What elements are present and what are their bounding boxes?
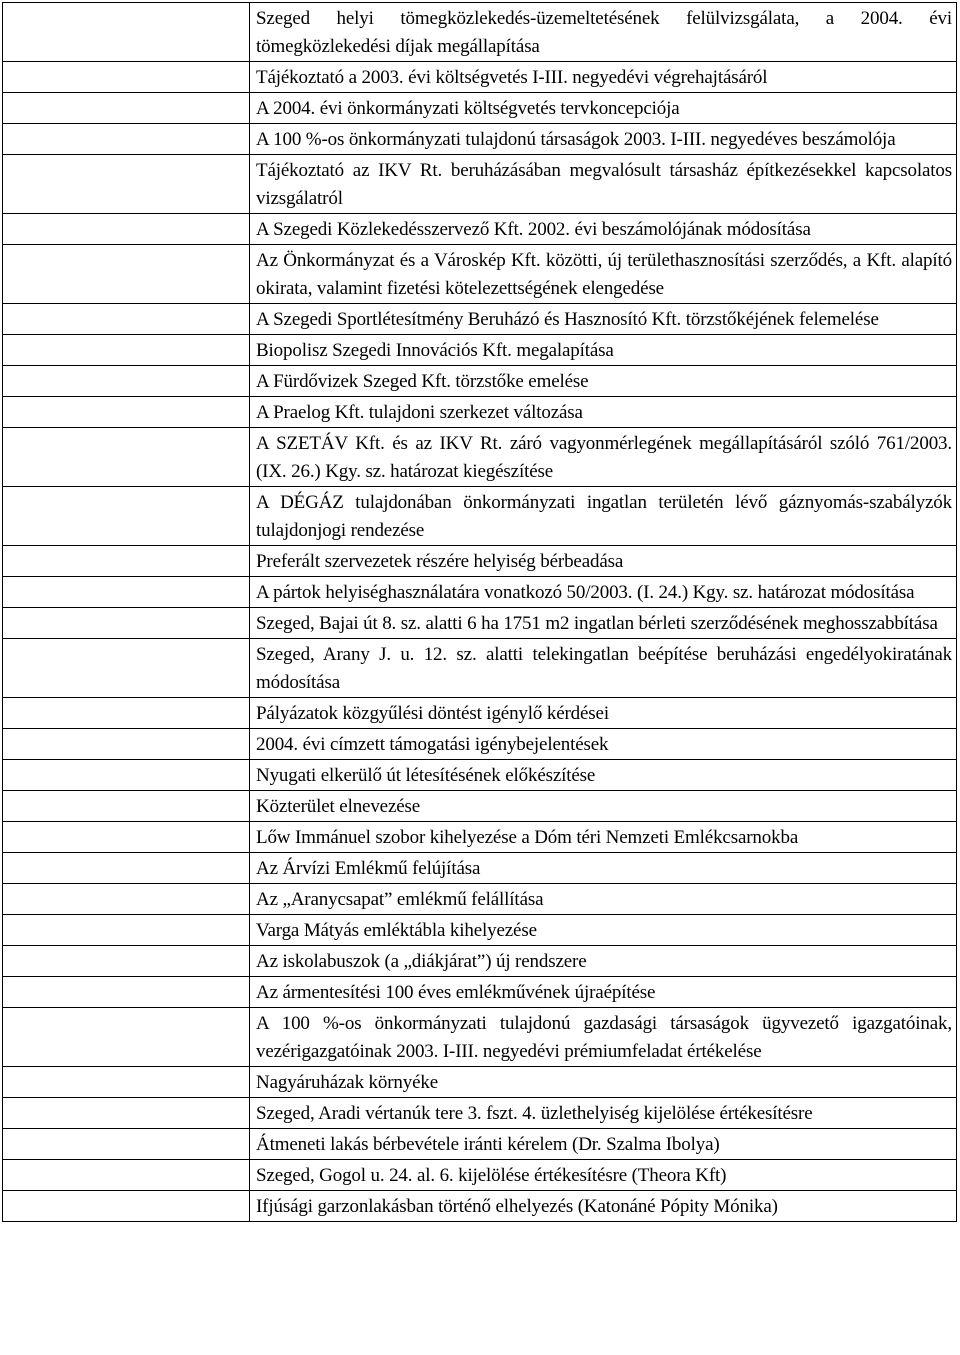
table-row (3, 853, 957, 884)
agenda-item-text: Varga Mátyás emléktábla kihelyezése (256, 920, 537, 941)
table-row (3, 760, 957, 791)
table-row (3, 1008, 957, 1067)
agenda-item-text: Az Árvízi Emlékmű felújítása (256, 858, 481, 879)
agenda-item-cell (250, 639, 957, 698)
empty-left-cell (3, 791, 250, 822)
agenda-item-text: A DÉGÁZ tulajdonában önkormányzati ingatlan területén lévő gáznyomás-szabályzók tulajdonjogi rendezése (256, 492, 952, 541)
empty-left-cell (3, 428, 250, 487)
table-row (3, 93, 957, 124)
agenda-item-text: A pártok helyiséghasználatára vonatkozó 50/2003. (I. 24.) Kgy. sz. határozat módosítása (256, 582, 915, 603)
empty-left-cell (3, 884, 250, 915)
agenda-table-body (3, 3, 957, 1222)
agenda-item-cell (250, 487, 957, 546)
agenda-item-text: A 100 %-os önkormányzati tulajdonú gazdasági társaságok ügyvezető igazgatóinak, vezérigazgatóinak 2003. I-III. negyedévi prémiumfeladat értékelése (256, 1013, 952, 1062)
table-row (3, 487, 957, 546)
agenda-item-cell (250, 577, 957, 608)
agenda-item-text: Szeged, Gogol u. 24. al. 6. kijelölése értékesítésre (Theora Kft) (256, 1165, 727, 1186)
table-row (3, 577, 957, 608)
agenda-item-text: Nagyáruházak környéke (256, 1072, 439, 1093)
agenda-item-cell (250, 1098, 957, 1129)
agenda-item-cell (250, 946, 957, 977)
agenda-item-cell (250, 698, 957, 729)
agenda-item-text: Preferált szervezetek részére helyiség bérbeadása (256, 551, 624, 572)
agenda-item-text: Ifjúsági garzonlakásban történő elhelyezés (Katonáné Pópity Mónika) (256, 1196, 778, 1217)
empty-left-cell (3, 335, 250, 366)
table-row (3, 639, 957, 698)
empty-left-cell (3, 729, 250, 760)
agenda-item-cell (250, 608, 957, 639)
table-row (3, 397, 957, 428)
agenda-item-cell (250, 1008, 957, 1067)
table-row (3, 304, 957, 335)
empty-left-cell (3, 304, 250, 335)
table-row (3, 214, 957, 245)
table-row (3, 124, 957, 155)
agenda-item-text: Az „Aranycsapat” emlékmű felállítása (256, 889, 544, 910)
agenda-item-cell (250, 760, 957, 791)
empty-left-cell (3, 977, 250, 1008)
agenda-item-cell (250, 245, 957, 304)
table-row (3, 155, 957, 214)
empty-left-cell (3, 366, 250, 397)
agenda-item-text: Az iskolabuszok (a „diákjárat”) új rendszere (256, 951, 587, 972)
empty-left-cell (3, 214, 250, 245)
agenda-item-cell (250, 214, 957, 245)
empty-left-cell (3, 760, 250, 791)
agenda-item-cell (250, 304, 957, 335)
table-row (3, 546, 957, 577)
empty-left-cell (3, 639, 250, 698)
table-row (3, 608, 957, 639)
agenda-item-cell (250, 1191, 957, 1222)
agenda-item-text: Átmeneti lakás bérbevétele iránti kérelem (Dr. Szalma Ibolya) (256, 1134, 720, 1155)
empty-left-cell (3, 1129, 250, 1160)
empty-left-cell (3, 1008, 250, 1067)
agenda-item-cell (250, 853, 957, 884)
table-row (3, 977, 957, 1008)
agenda-item-text: 2004. évi címzett támogatási igénybejelentések (256, 734, 609, 755)
agenda-item-cell (250, 1067, 957, 1098)
agenda-item-cell (250, 791, 957, 822)
agenda-item-text: Szeged, Aradi vértanúk tere 3. fszt. 4. üzlethelyiség kijelölése értékesítésre (256, 1103, 813, 1124)
agenda-item-cell (250, 915, 957, 946)
agenda-item-text: Szeged, Bajai út 8. sz. alatti 6 ha 1751 m2 ingatlan bérleti szerződésének meghosszabbítása (256, 613, 938, 634)
table-row (3, 946, 957, 977)
empty-left-cell (3, 1098, 250, 1129)
empty-left-cell (3, 93, 250, 124)
agenda-item-cell (250, 62, 957, 93)
empty-left-cell (3, 1067, 250, 1098)
table-row (3, 915, 957, 946)
agenda-item-cell (250, 124, 957, 155)
agenda-item-cell (250, 729, 957, 760)
empty-left-cell (3, 155, 250, 214)
agenda-item-text: Közterület elnevezése (256, 796, 421, 817)
agenda-item-text: Szeged, Arany J. u. 12. sz. alatti telekingatlan beépítése beruházási engedélyokiratának módosítása (256, 644, 952, 693)
agenda-item-text: Pályázatok közgyűlési döntést igénylő kérdései (256, 703, 609, 724)
agenda-item-cell (250, 155, 957, 214)
empty-left-cell (3, 698, 250, 729)
agenda-item-cell (250, 366, 957, 397)
table-row (3, 62, 957, 93)
agenda-item-cell (250, 335, 957, 366)
agenda-item-text: A 2004. évi önkormányzati költségvetés tervkoncepciója (256, 98, 680, 119)
empty-left-cell (3, 124, 250, 155)
table-row (3, 1067, 957, 1098)
table-row (3, 729, 957, 760)
agenda-item-text: A SZETÁV Kft. és az IKV Rt. záró vagyonmérlegének megállapításáról szóló 761/2003. (IX. 26.) Kgy. sz. határozat kiegészítése (256, 433, 952, 482)
agenda-item-text: Nyugati elkerülő út létesítésének előkészítése (256, 765, 596, 786)
agenda-item-text: Tájékoztató a 2003. évi költségvetés I-III. negyedévi végrehajtásáról (256, 67, 768, 88)
empty-left-cell (3, 853, 250, 884)
agenda-item-text: Tájékoztató az IKV Rt. beruházásában megvalósult társasház építkezésekkel kapcsolatos vizsgálatról (256, 160, 952, 209)
table-row (3, 1160, 957, 1191)
empty-left-cell (3, 397, 250, 428)
agenda-item-text: A Fürdővizek Szeged Kft. törzstőke emelése (256, 371, 589, 392)
table-row (3, 791, 957, 822)
empty-left-cell (3, 62, 250, 93)
empty-left-cell (3, 822, 250, 853)
table-row (3, 698, 957, 729)
agenda-item-cell (250, 93, 957, 124)
table-row (3, 884, 957, 915)
empty-left-cell (3, 1160, 250, 1191)
table-row (3, 3, 957, 62)
agenda-item-text: Biopolisz Szegedi Innovációs Kft. megalapítása (256, 340, 614, 361)
empty-left-cell (3, 487, 250, 546)
agenda-item-cell (250, 1129, 957, 1160)
empty-left-cell (3, 946, 250, 977)
empty-left-cell (3, 3, 250, 62)
agenda-item-text: Az Önkormányzat és a Városkép Kft. közötti, új területhasznosítási szerződés, a Kft. alapító okirata, valamint fizetési kötelezettségének elengedése (256, 250, 952, 299)
agenda-item-cell (250, 546, 957, 577)
agenda-item-cell (250, 428, 957, 487)
agenda-item-text: A Szegedi Közlekedésszervező Kft. 2002. évi beszámolójának módosítása (256, 219, 811, 240)
agenda-item-text: A Praelog Kft. tulajdoni szerkezet változása (256, 402, 583, 423)
table-row (3, 366, 957, 397)
agenda-item-cell (250, 884, 957, 915)
table-row (3, 1098, 957, 1129)
empty-left-cell (3, 546, 250, 577)
agenda-item-text: Az ármentesítési 100 éves emlékművének újraépítése (256, 982, 656, 1003)
agenda-item-text: A Szegedi Sportlétesítmény Beruházó és Hasznosító Kft. törzstőkéjének felemelése (256, 309, 879, 330)
agenda-item-cell (250, 822, 957, 853)
agenda-item-text: Szeged helyi tömegközlekedés-üzemeltetésének felülvizsgálata, a 2004. évi tömegközlekedési díjak megállapítása (256, 8, 952, 57)
agenda-item-text: Lőw Immánuel szobor kihelyezése a Dóm téri Nemzeti Emlékcsarnokba (256, 827, 799, 848)
table-row (3, 822, 957, 853)
agenda-item-cell (250, 397, 957, 428)
table-row (3, 1129, 957, 1160)
agenda-item-text: A 100 %-os önkormányzati tulajdonú társaságok 2003. I-III. negyedéves beszámolója (256, 129, 896, 150)
empty-left-cell (3, 577, 250, 608)
agenda-table (2, 2, 957, 1222)
empty-left-cell (3, 915, 250, 946)
empty-left-cell (3, 1191, 250, 1222)
table-row (3, 1191, 957, 1222)
table-row (3, 335, 957, 366)
table-row (3, 245, 957, 304)
empty-left-cell (3, 245, 250, 304)
agenda-item-cell (250, 977, 957, 1008)
table-row (3, 428, 957, 487)
agenda-item-cell (250, 3, 957, 62)
agenda-item-cell (250, 1160, 957, 1191)
empty-left-cell (3, 608, 250, 639)
